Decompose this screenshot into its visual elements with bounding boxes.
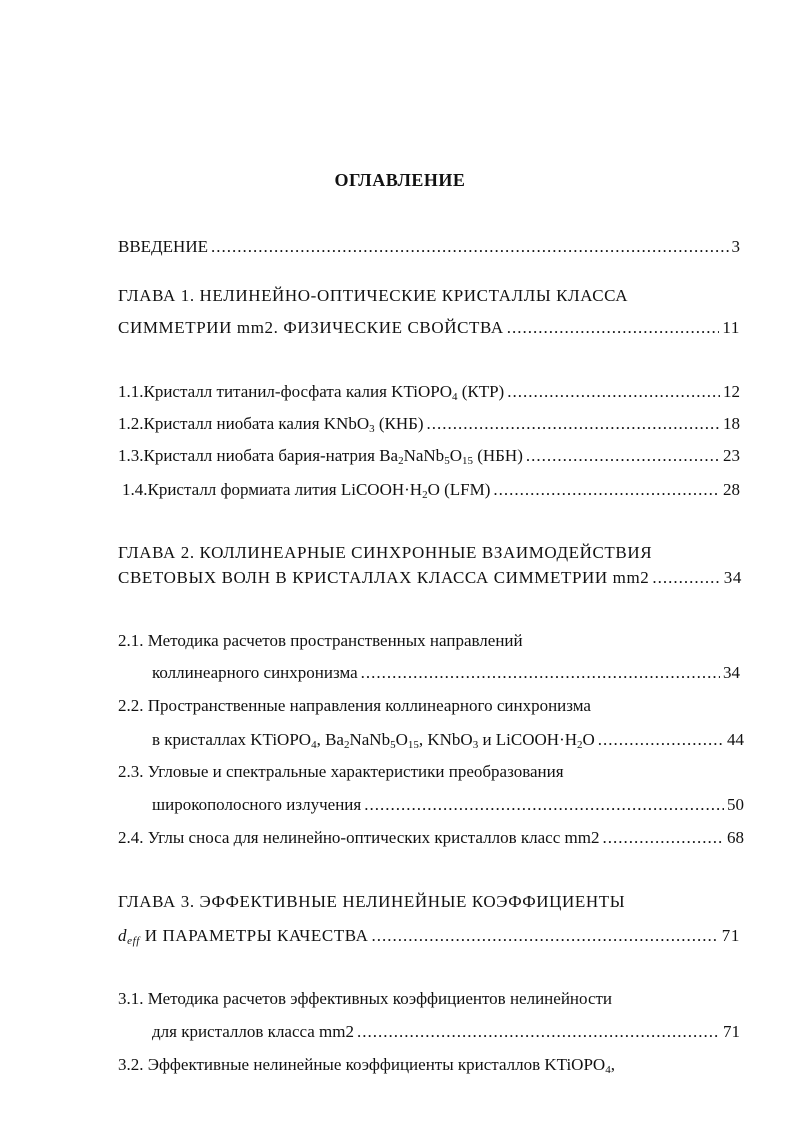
toc-entry-3-1[interactable] [152, 1021, 740, 1043]
toc-leader-dots [361, 662, 720, 684]
chapter-3-heading-line1: ГЛАВА 3. ЭФФЕКТИВНЫЕ НЕЛИНЕЙНЫЕ КОЭФФИЦИЕНТЫ [118, 892, 626, 911]
toc-leader-dots [427, 413, 720, 435]
section-title: Кристалл ниобата бария-натрия $Ba_2NaNb_5O_{15}$ (НБН) [143, 446, 523, 467]
toc-entry-2-4[interactable] [118, 827, 744, 849]
chapter-1-heading-line1: ГЛАВА 1. НЕЛИНЕЙНО-ОПТИЧЕСКИЕ КРИСТАЛЛЫ КЛАССА [118, 286, 629, 305]
section-number: 1.1. [118, 382, 144, 401]
toc-page-number: 11 [722, 318, 740, 337]
section-title: Кристалл титанил-фосфата калия KTiOPO$_4$ (КТР) [143, 382, 505, 403]
section-title-continued: коллинеарного синхронизма [152, 663, 358, 682]
toc-entry-2-3[interactable] [152, 794, 744, 816]
section-title-continued: для кристаллов класса mm2 [152, 1022, 355, 1041]
toc-page-number: 18 [723, 414, 740, 433]
toc-leader-dots [507, 317, 720, 339]
toc-page-number: 71 [721, 926, 740, 945]
section-title: 2.4. Углы сноса для нелинейно-оптических кристаллов класс mm2 [118, 828, 600, 847]
toc-leader-dots [211, 236, 729, 258]
section-number: 1.3. [118, 446, 144, 465]
page-title: ОГЛАВЛЕНИЕ [334, 170, 466, 190]
toc-page-number: 34 [723, 568, 742, 587]
toc-entry-3-2-line1[interactable]: 3.2. Эффективные нелинейные коэффициенты кристаллов KTiOPO$_4$, [118, 1055, 615, 1076]
toc-entry-intro[interactable] [118, 236, 740, 258]
toc-entry-2-2[interactable] [152, 729, 744, 756]
toc-leader-dots [526, 445, 720, 467]
toc-leader-dots [602, 827, 724, 849]
chapter-1-heading-line2: СИММЕТРИИ mm2. ФИЗИЧЕСКИЕ СВОЙСТВА [118, 318, 504, 337]
section-number: 1.4. [122, 480, 148, 499]
toc-leader-dots [493, 479, 720, 501]
toc-entry-1-4[interactable] [122, 479, 740, 506]
toc-page-number: 50 [727, 795, 744, 814]
section-number: 1.2. [118, 414, 144, 433]
toc-leader-dots [598, 729, 724, 751]
toc-entry-chapter-1[interactable] [118, 317, 740, 339]
toc-entry-2-3-line1[interactable]: 2.3. Угловые и спектральные характеристики преобразования [118, 762, 564, 781]
toc-page-number: 23 [723, 446, 740, 465]
toc-entry-2-1[interactable] [152, 662, 740, 684]
toc-entry-3-1-line1[interactable]: 3.1. Методика расчетов эффективных коэффициентов нелинейности [118, 989, 613, 1008]
toc-page-number: 3 [731, 237, 740, 256]
toc-entry-2-2-line1[interactable]: 2.2. Пространственные направления коллинеарного синхронизма [118, 696, 591, 715]
toc-entry-chapter-2[interactable] [118, 567, 742, 589]
toc-entry-label: ВВЕДЕНИЕ [118, 237, 208, 256]
toc-page-number: 71 [723, 1022, 740, 1041]
chapter-2-heading-line2: СВЕТОВЫХ ВОЛН В КРИСТАЛЛАХ КЛАССА СИММЕТРИИ mm2 [118, 568, 650, 587]
section-title-continued: в кристаллах KTiOPO$_4$, $Ba_2NaNb_5O_{15}$, KNbO$_3$ и $LiCOOH\cdot H_2O$ [152, 730, 595, 751]
toc-entry-1-1[interactable] [118, 381, 740, 408]
toc-page-number: 12 [723, 382, 740, 401]
section-title: Кристалл ниобата калия KNbO$_3$ (КНБ) [143, 414, 424, 435]
toc-leader-dots [364, 794, 724, 816]
toc-page-number: 44 [727, 730, 744, 749]
toc-entry-1-2[interactable] [118, 413, 740, 440]
toc-leader-dots [372, 925, 719, 947]
toc-page-number: 68 [727, 828, 744, 847]
chapter-2-heading-line1: ГЛАВА 2. КОЛЛИНЕАРНЫЕ СИНХРОННЫЕ ВЗАИМОДЕЙСТВИЯ [118, 543, 653, 562]
toc-leader-dots [357, 1021, 720, 1043]
toc-entry-2-1-line1[interactable]: 2.1. Методика расчетов пространственных направлений [118, 631, 523, 650]
toc-leader-dots [652, 567, 720, 589]
toc-entry-chapter-3[interactable] [118, 925, 740, 952]
toc-page-number: 34 [723, 663, 740, 682]
chapter-3-heading-line2: $d_{eff}$ И ПАРАМЕТРЫ КАЧЕСТВА [118, 926, 369, 947]
toc-page-number: 28 [723, 480, 740, 499]
toc-entry-1-3[interactable] [118, 445, 740, 472]
section-title-continued: широкополосного излучения [152, 795, 362, 814]
toc-leader-dots [507, 381, 720, 403]
section-title: Кристалл формиата лития $LiCOOH\cdot H_2O$ (LFM) [147, 480, 491, 501]
